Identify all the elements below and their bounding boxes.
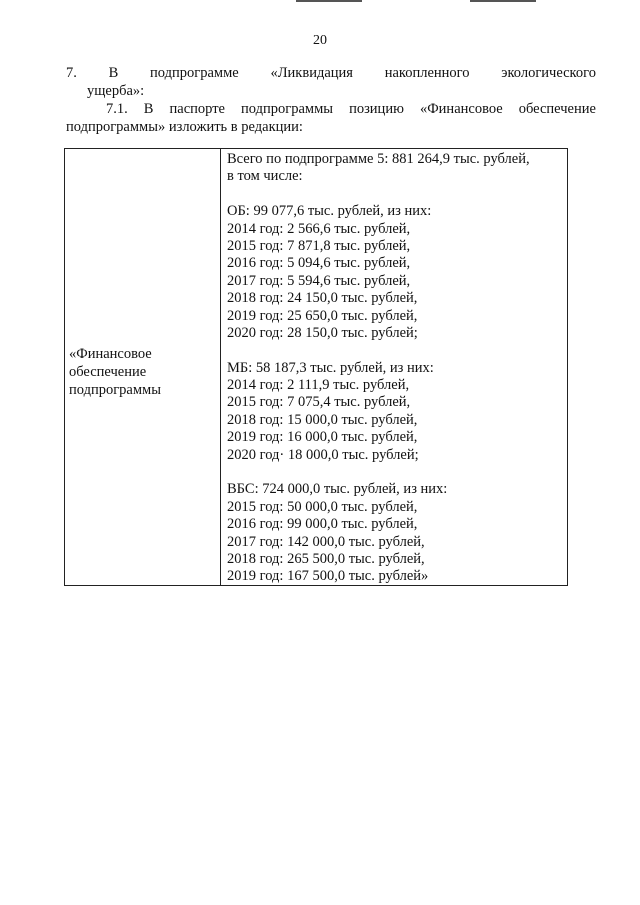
- mb-year-row: 2020 год· 18 000,0 тыс. рублей;: [227, 446, 419, 463]
- paragraph-7-line-1: [66, 64, 596, 82]
- blank-line: [227, 342, 563, 359]
- ob-header: ОБ: 99 077,6 тыс. рублей, из них:: [227, 203, 432, 220]
- vbs-year-row: 2019 год: 167 500,0 тыс. рублей»: [227, 568, 429, 585]
- ob-year-row: 2015 год: 7 871,8 тыс. рублей,: [227, 237, 411, 254]
- paragraph-7-word: экологического: [501, 65, 596, 81]
- mb-year-row: 2018 год: 15 000,0 тыс. рублей,: [227, 411, 418, 428]
- financing-table: [64, 148, 568, 586]
- paragraph-7-word: В: [108, 65, 119, 81]
- vbs-year-row: 2016 год: 99 000,0 тыс. рублей,: [227, 516, 418, 533]
- paragraph-7-1-word: паспорте: [169, 101, 225, 117]
- paragraph-7: [66, 64, 596, 100]
- label-line: подпрограммы: [69, 382, 161, 398]
- blank-line: [227, 464, 563, 481]
- paragraph-7-1-word: позицию: [349, 101, 404, 117]
- table-column-divider: [220, 149, 221, 585]
- paragraph-7-word: «Ликвидация: [270, 65, 353, 81]
- paragraph-7-1-word: «Финансовое: [419, 101, 503, 117]
- vbs-year-row: 2018 год: 265 500,0 тыс. рублей,: [227, 550, 425, 567]
- paragraph-7-line-2: ущерба»:: [87, 83, 145, 99]
- page-number: 20: [313, 33, 327, 48]
- paragraph-7-1-word: 7.1.: [106, 101, 128, 117]
- total-line: Всего по подпрограмме 5: 881 264,9 тыс. рублей,: [227, 151, 530, 167]
- ob-year-row: 2016 год: 5 094,6 тыс. рублей,: [227, 255, 411, 272]
- paragraph-7-1-word: подпрограммы: [241, 101, 334, 117]
- table-value-cell: [227, 151, 563, 586]
- ob-year-row: 2020 год: 28 150,0 тыс. рублей;: [227, 324, 418, 341]
- paragraph-7-word: накопленного: [384, 65, 470, 81]
- mb-year-row: 2019 год: 16 000,0 тыс. рублей,: [227, 429, 418, 446]
- vbs-year-row: 2017 год: 142 000,0 тыс. рублей,: [227, 533, 425, 550]
- mb-header: МБ: 58 187,3 тыс. рублей, из них:: [227, 359, 434, 376]
- paragraph-7-1-line-2: подпрограммы» изложить в редакции:: [66, 119, 303, 135]
- paragraph-7-1: [66, 100, 596, 136]
- paragraph-7-word: подпрограмме: [150, 65, 239, 81]
- paragraph-7-1-word: В: [143, 101, 154, 117]
- ob-year-row: 2017 год: 5 594,6 тыс. рублей,: [227, 272, 411, 289]
- ob-year-row: 2014 год: 2 566,6 тыс. рублей,: [227, 220, 411, 237]
- top-rule-right: [470, 0, 536, 2]
- vbs-year-row: 2015 год: 50 000,0 тыс. рублей,: [227, 498, 418, 515]
- mb-year-row: 2014 год: 2 111,9 тыс. рублей,: [227, 377, 410, 394]
- vbs-header: ВБС: 724 000,0 тыс. рублей, из них:: [227, 481, 448, 498]
- top-rule-left: [296, 0, 362, 2]
- paragraph-7-word: 7.: [66, 65, 77, 81]
- total-line: в том числе:: [227, 168, 303, 185]
- blank-line: [227, 186, 563, 203]
- label-line: обеспечение: [69, 364, 147, 380]
- label-line: «Финансовое: [69, 346, 152, 362]
- paragraph-7-1-line-1: [66, 100, 596, 118]
- ob-year-row: 2018 год: 24 150,0 тыс. рублей,: [227, 290, 418, 307]
- mb-year-row: 2015 год: 7 075,4 тыс. рублей,: [227, 394, 411, 411]
- paragraph-7-1-word: обеспечение: [518, 101, 596, 117]
- table-label-cell: [69, 345, 217, 399]
- ob-year-row: 2019 год: 25 650,0 тыс. рублей,: [227, 307, 418, 324]
